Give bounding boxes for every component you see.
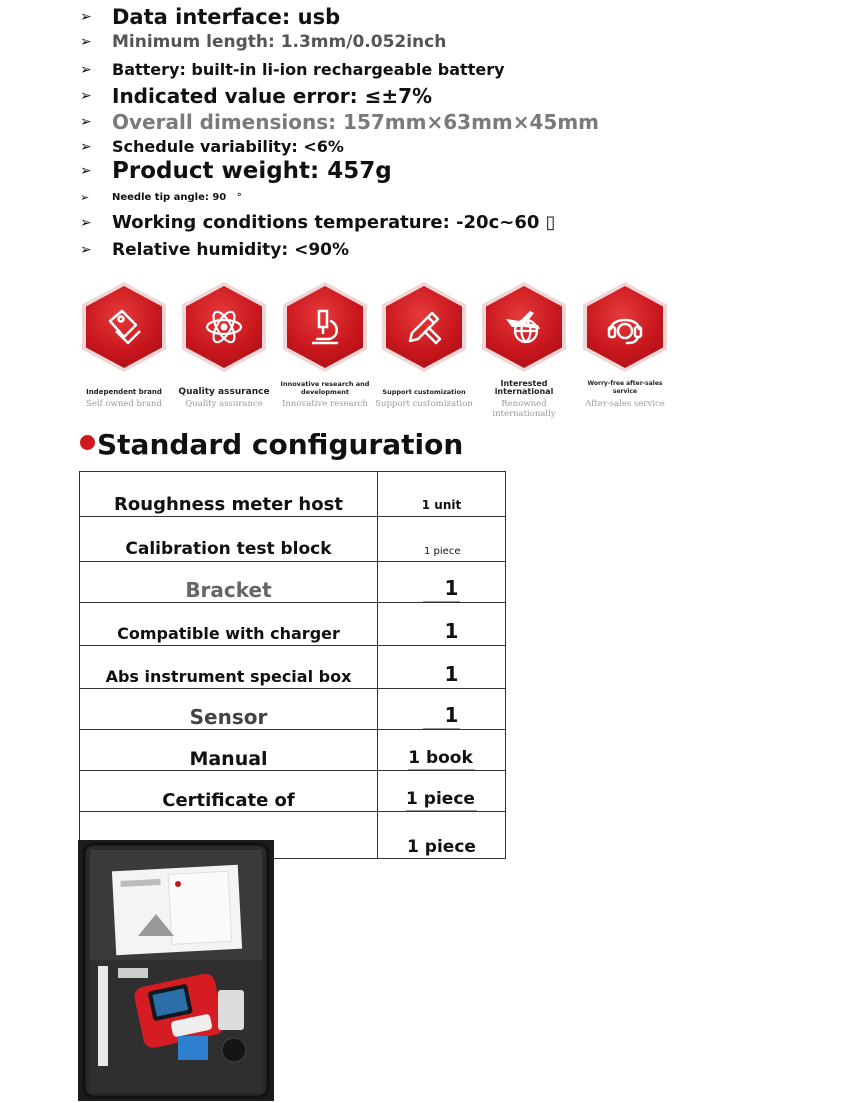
config-table — [79, 471, 506, 859]
arrow-bullet-icon: ➢ — [80, 34, 92, 50]
spec-item: ➢ Minimum length: 1.3mm/0.052inch — [80, 32, 447, 52]
feature-international: Interested international Renowned internationally — [474, 282, 574, 419]
arrow-bullet-icon: ➢ — [80, 9, 92, 25]
spec-item: ➢ Working conditions temperature: -20c~60 ▯ — [80, 212, 556, 233]
feature-support-customization: Support customization Support customization — [374, 282, 474, 409]
tag-icon — [102, 305, 146, 349]
table-row: Calibration test block 1 piece — [80, 517, 506, 562]
table-row: Manual 1 book — [80, 730, 506, 771]
product-case-illustration — [78, 840, 274, 1101]
arrow-bullet-icon: ➢ — [80, 138, 92, 155]
table-row: 1 piece — [80, 812, 506, 859]
feature-after-sales: Worry-free after-sales service After-sales service — [575, 282, 675, 409]
feature-quality-assurance: Quality assurance Quality assurance — [174, 282, 274, 409]
table-row: Certificate of 1 piece — [80, 771, 506, 812]
spec-item: ➢ Indicated value error: ≤±7% — [80, 84, 433, 108]
table-row: Bracket 1 — [80, 562, 506, 603]
spec-item: ➢ Product weight: 457g — [80, 158, 392, 184]
table-row: Abs instrument special box 1 — [80, 646, 506, 689]
table-row: Compatible with charger 1 — [80, 603, 506, 646]
table-row: Roughness meter host 1 unit — [80, 472, 506, 517]
headset-icon — [603, 305, 647, 349]
spec-item: ➢ Needle tip angle: 90 ° — [80, 191, 242, 204]
spec-item: ➢ Overall dimensions: 157mm×63mm×45mm — [80, 110, 600, 134]
arrow-bullet-icon: ➢ — [80, 214, 92, 231]
section-heading — [80, 428, 463, 461]
feature-independent-brand: Independent brand Self owned brand — [74, 282, 174, 409]
arrow-bullet-icon: ➢ — [80, 191, 90, 204]
red-dot-icon — [80, 435, 95, 450]
table-row: Sensor 1 — [80, 689, 506, 730]
arrow-bullet-icon: ➢ — [80, 61, 92, 78]
section-title: Standard configuration — [97, 428, 464, 461]
feature-innovative-research: Innovative research and development Innovative research — [275, 282, 375, 409]
arrow-bullet-icon: ➢ — [80, 163, 92, 179]
arrow-bullet-icon: ➢ — [80, 242, 92, 258]
microscope-icon — [303, 305, 347, 349]
product-case-photo — [78, 840, 274, 1101]
arrow-bullet-icon: ➢ — [80, 114, 92, 130]
atom-icon — [202, 305, 246, 349]
spec-item: ➢ Battery: built-in li-ion rechargeable battery — [80, 60, 505, 79]
spec-item: ➢ Schedule variability: <6% — [80, 137, 344, 156]
arrow-bullet-icon: ➢ — [80, 88, 92, 104]
plane-globe-icon — [502, 305, 546, 349]
spec-item: ➢ Data interface: usb — [80, 5, 341, 29]
pencil-ruler-icon — [402, 305, 446, 349]
spec-item: ➢ Relative humidity: <90% — [80, 240, 350, 260]
